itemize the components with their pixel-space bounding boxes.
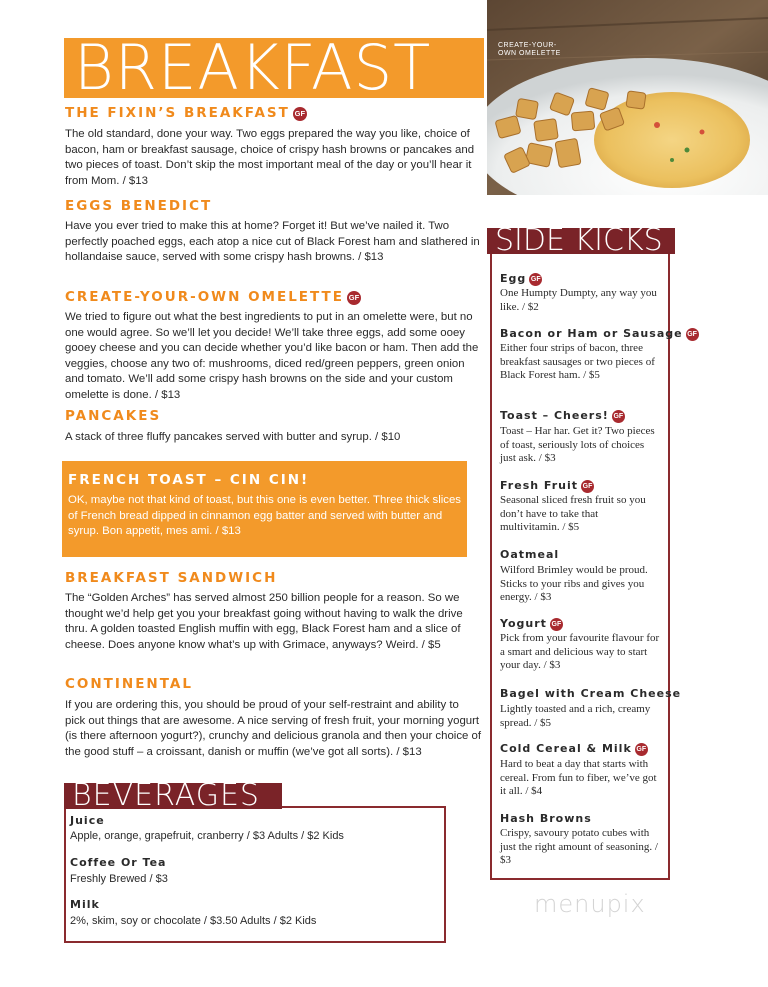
omelette-description: We tried to figure out what the best ingredients to put in an omelette were, but no one would agree. So we’ll let you decide! We’ll take three eggs, add some ooey gooey cheese and you can decide whether you’d like bacon or ham. Then add the veggies, choose any two of: mushrooms, diced red/green peppers, green onion and tomato. We’ll add some crispy hash browns on the side and your custom omelette is done. / $13	[65, 311, 479, 401]
continental-description: If you are ordering this, you should be proud of your self-restraint and ability to pick out things that are awesome. A nice serving of fresh fruit, your morning yogurt (is there afternoon yogurt?), crunchy and delicious granola and then your choice of the good stuff – a croissant, danish or muffin (we’ve got all sorts). / $13	[65, 699, 482, 758]
benedict-title: EGGS BENEDICT	[65, 198, 213, 214]
gluten-free-icon: GF	[635, 743, 648, 756]
pancakes-title: PANCAKES	[65, 408, 162, 424]
side-item-description: Lightly toasted and a rich, creamy spread. / $5	[500, 703, 651, 729]
side-item-name	[500, 812, 592, 825]
side-item-label: Toast – Cheers!	[500, 409, 609, 422]
side-kicks-title: SIDE KICKS	[495, 224, 663, 254]
omelette-title: CREATE-YOUR-OWN OMELETTE	[65, 289, 344, 305]
side-item-label: Bagel with Cream Cheese	[500, 687, 682, 700]
side-item-name	[500, 479, 594, 493]
side-item-name	[500, 687, 681, 700]
fixins-description: The old standard, done your way. Two eggs prepared the way you like, choice of bacon, ham or breakfast sausage, choice of crispy hash browns or pancakes and two pieces of toast. Don’t skip the most important meal of the day or you’ll hear it from Mom. / $13	[65, 128, 475, 187]
beverage-name: Juice	[70, 814, 105, 827]
side-item-description: Seasonal sliced fresh fruit so you don’t have to take that multivitamin. / $5	[500, 494, 646, 533]
omelette-photo-illustration	[487, 0, 768, 195]
gluten-free-icon: GF	[550, 618, 563, 631]
menupix-watermark: menupix	[534, 890, 646, 918]
side-item-name	[500, 548, 559, 561]
gluten-free-icon: GF	[612, 410, 625, 423]
side-item-label: Cold Cereal & Milk	[500, 742, 632, 755]
side-item-label: Bacon or Ham or Sausage	[500, 327, 683, 340]
side-item-name	[500, 742, 648, 756]
page-title: BREAKFAST	[74, 31, 432, 104]
gluten-free-icon: GF	[293, 107, 307, 121]
sandwich-title: BREAKFAST SANDWICH	[65, 570, 278, 586]
omelette-heading	[65, 289, 361, 305]
beverage-description: Apple, orange, grapefruit, cranberry / $3 Adults / $2 Kids	[70, 830, 344, 842]
side-item-description: Wilford Brimley would be proud. Sticks to your ribs and gives you energy. / $3	[500, 564, 648, 603]
fixins-heading	[65, 105, 307, 121]
continental-title: CONTINENTAL	[65, 676, 193, 692]
side-item-description: Crispy, savoury potato cubes with just the right amount of seasoning. / $3	[500, 827, 658, 866]
french-toast-description: OK, maybe not that kind of toast, but this one is even better. Three thick slices of French bread dipped in cinnamon egg batter and served with butter and syrup. Bon appetit, mes ami. / $13	[68, 494, 461, 537]
side-item-name	[500, 617, 563, 631]
beverage-name: Coffee Or Tea	[70, 856, 167, 869]
beverage-description: 2%, skim, soy or chocolate / $3.50 Adults / $2 Kids	[70, 915, 317, 927]
side-item-description: Hard to beat a day that starts with cereal. From fun to fiber, we’ve got it all. / $4	[500, 758, 657, 797]
benedict-description: Have you ever tried to make this at home? Forget it! But we’ve nailed it. Two perfectly poached eggs, each atop a nice cut of Black Forest ham and slathered in hollandaise sauce, served with some crispy hash browns. / $13	[65, 220, 480, 263]
fixins-title: THE FIXIN’S BREAKFAST	[65, 105, 290, 121]
beverage-description: Freshly Brewed / $3	[70, 873, 168, 885]
pancakes-description: A stack of three fluffy pancakes served with butter and syrup. / $10	[65, 431, 401, 443]
gluten-free-icon: GF	[581, 480, 594, 493]
side-item-description: Toast – Har har. Get it? Two pieces of toast, seriously lots of choices just ask. / $3	[500, 425, 655, 464]
side-item-name	[500, 272, 542, 286]
gluten-free-icon: GF	[686, 328, 699, 341]
french-toast-title: FRENCH TOAST – CIN CIN!	[68, 472, 310, 488]
side-item-label: Fresh Fruit	[500, 479, 578, 492]
side-item-label: Hash Browns	[500, 812, 592, 825]
gluten-free-icon: GF	[529, 273, 542, 286]
gluten-free-icon: GF	[347, 291, 361, 305]
side-item-name	[500, 409, 625, 423]
side-item-label: Egg	[500, 272, 527, 285]
side-item-name	[500, 327, 699, 341]
side-item-description: One Humpty Dumpty, any way you like. / $2	[500, 287, 657, 313]
side-item-label: Yogurt	[500, 617, 547, 630]
beverages-title: BEVERAGES	[72, 779, 260, 808]
omelette-photo	[487, 0, 768, 195]
side-item-label: Oatmeal	[500, 548, 560, 561]
photo-caption: CREATE-YOUR-OWN OMELETTE	[498, 42, 561, 57]
side-item-description: Either four strips of bacon, three breakfast sausages or two pieces of Black Forest ham. / $5	[500, 342, 655, 381]
sandwich-description: The “Golden Arches” has served almost 250 billion people for a reason. So we thought we’d help get you your breakfast going without having to walk the drive thru. A golden toasted English muffin with egg, Black Forest ham and a slice of cheese. Does anyone know what’s up with Grimace, anyways? Weird. / $5	[65, 592, 463, 651]
beverage-name: Milk	[70, 898, 100, 911]
side-item-description: Pick from your favourite flavour for a smart and delicious way to start your day. / $3	[500, 632, 660, 671]
